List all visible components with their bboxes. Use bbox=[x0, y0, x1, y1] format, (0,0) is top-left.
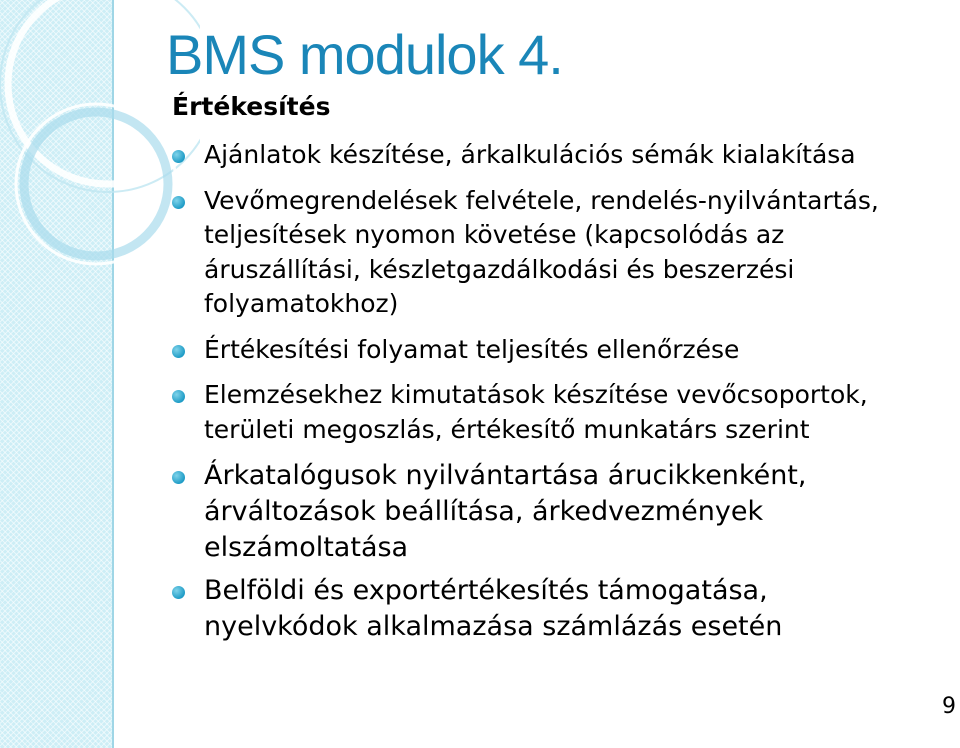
bullet-item bbox=[172, 573, 892, 645]
bullet-text: Értékesítési folyamat teljesítés ellenőrzése bbox=[204, 334, 740, 364]
bullet-icon bbox=[172, 586, 185, 599]
bullet-icon bbox=[172, 345, 185, 358]
bullet-icon bbox=[172, 196, 185, 209]
bullet-text: Ajánlatok készítése, árkalkulációs sémák kialakítása bbox=[204, 140, 856, 169]
bullet-icon bbox=[172, 390, 185, 403]
bullet-text: Vevőmegrendelések felvétele, rendelés-nyilvántartás, teljesítések nyomon követése (kapcsolódás az áruszállítási, készletgazdálkodási és beszerzési folyamatokhoz) bbox=[204, 185, 879, 318]
slide-title: BMS modulok 4. bbox=[166, 23, 563, 86]
slide-subtitle: Értékesítés bbox=[172, 92, 331, 121]
bullet-text: Árkatalógusok nyilvántartása árucikkenként, árváltozások beállítása, árkedvezmények elszámoltatása bbox=[204, 460, 807, 563]
bullet-text: Elemzésekhez kimutatások készítése vevőcsoportok, területi megoszlás, értékesítő munkatárs szerint bbox=[204, 380, 868, 444]
bullet-icon bbox=[172, 471, 185, 484]
bullet-item bbox=[172, 333, 892, 368]
bullet-list bbox=[172, 138, 892, 652]
bullet-icon bbox=[172, 150, 185, 163]
bullet-item bbox=[172, 138, 892, 173]
bullet-item bbox=[172, 458, 892, 566]
page-number: 9 bbox=[942, 694, 956, 719]
bullet-text: Belföldi és exportértékesítés támogatása, nyelvkódok alkalmazása számlázás esetén bbox=[204, 575, 783, 642]
bullet-item bbox=[172, 184, 892, 322]
bullet-item bbox=[172, 378, 892, 447]
